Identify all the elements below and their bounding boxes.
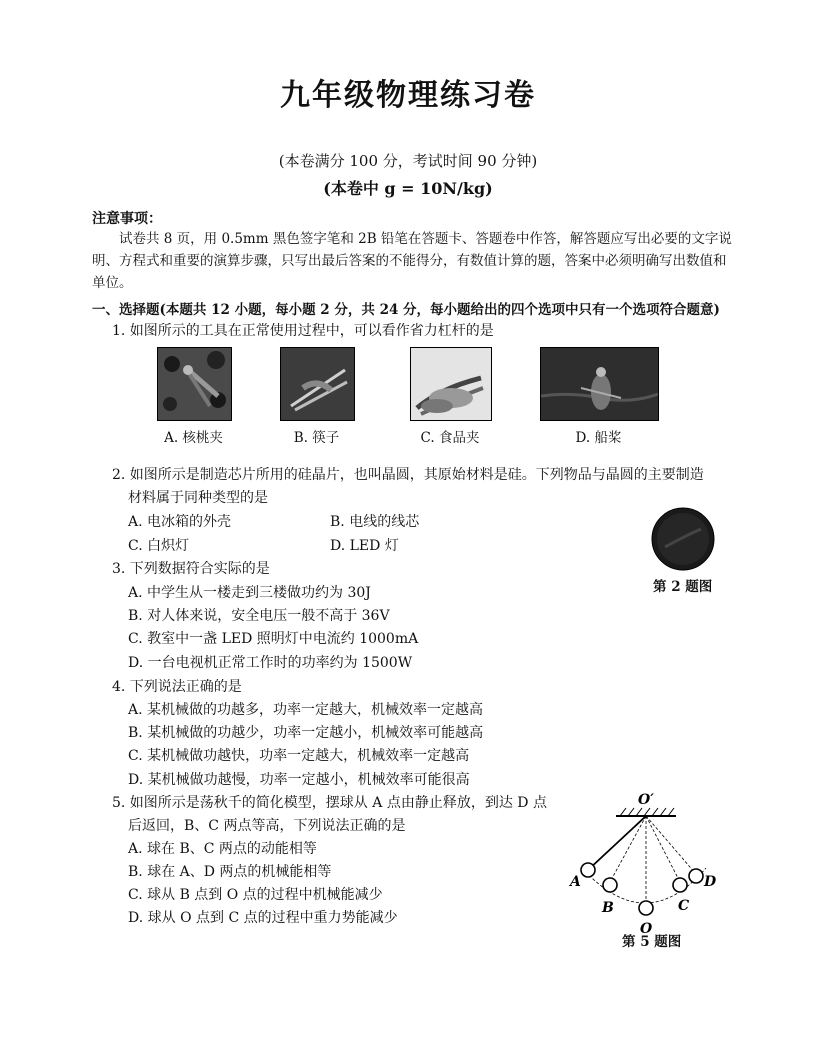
q2-option-b: B. 电线的线芯: [330, 514, 420, 530]
gravity-note: (本卷中 g = 10N/kg): [323, 179, 493, 198]
q1-option-d: D. 船桨: [575, 430, 622, 446]
q5-option-c: C. 球从 B 点到 O 点的过程中机械能减少: [128, 887, 383, 903]
label-o: O: [640, 921, 653, 937]
q1-option-a: A. 核桃夹: [164, 430, 223, 446]
label-b: B: [602, 900, 614, 916]
q5-pendulum-diagram: [560, 788, 730, 942]
q2-figure-caption: 第 2 题图: [653, 579, 713, 595]
label-o-prime: O′: [638, 792, 654, 808]
q3-option-a: A. 中学生从一楼走到三楼做功约为 30J: [128, 585, 371, 601]
q1-photo-food-tongs: [410, 347, 492, 421]
q1-option-c: C. 食品夹: [420, 430, 480, 446]
q2-option-a: A. 电冰箱的外壳: [128, 514, 232, 530]
q4-stem: 4. 下列说法正确的是: [112, 679, 242, 695]
q3-option-d: D. 一台电视机正常工作时的功率约为 1500W: [128, 655, 413, 671]
q3-stem: 3. 下列数据符合实际的是: [112, 561, 270, 577]
q4-option-a: A. 某机械做的功越多，功率一定越大，机械效率一定越高: [128, 702, 484, 718]
q2-stem-line1: 2. 如图所示是制造芯片所用的硅晶片，也叫晶圆，其原始材料是硅。下列物品与晶圆的主要制造: [112, 467, 704, 483]
q5-figure-caption: 第 5 题图: [622, 934, 682, 950]
q5-stem-line2: 后返回，B、C 两点等高，下列说法正确的是: [128, 818, 406, 834]
q3-option-c: C. 教室中一盏 LED 照明灯中电流约 1000mA: [128, 631, 419, 647]
q1-photo-chopsticks: [280, 347, 355, 421]
notes-heading: 注意事项：: [92, 211, 162, 227]
q3-option-b: B. 对人体来说，安全电压一般不高于 36V: [128, 608, 390, 624]
q4-option-d: D. 某机械做功越慢，功率一定越小，机械效率可能很高: [128, 772, 470, 788]
notes-text: 试卷共 8 页，用 0.5mm 黑色签字笔和 2B 铅笔在答题卡、答题卷中作答，解答题应写出必要的文字说明、方程式和重要的演算步骤，只写出最后答案的不能得分，有数值计算的题，答案中必须明确写出数值和单位。: [92, 231, 732, 291]
q5-option-d: D. 球从 O 点到 C 点的过程中重力势能减少: [128, 910, 398, 926]
page-title: 九年级物理练习卷: [280, 78, 536, 113]
q2-option-d: D. LED 灯: [330, 538, 399, 554]
q5-option-a: A. 球在 B、C 两点的动能相等: [128, 841, 317, 857]
q1-option-b: B. 筷子: [293, 430, 340, 446]
score-time-note: (本卷满分 100 分，考试时间 90 分钟): [278, 152, 538, 170]
section-heading: 一、选择题(本题共 12 小题，每小题 2 分，共 24 分，每小题给出的四个选项中只有一个选项符合题意): [92, 302, 720, 318]
q2-option-c: C. 白炽灯: [128, 538, 190, 554]
label-c: C: [678, 898, 690, 914]
q5-stem-line1: 5. 如图所示是荡秋千的简化模型，摆球从 A 点由静止释放，到达 D 点: [112, 795, 547, 811]
q1-photo-walnut-cracker: [157, 347, 232, 421]
label-d: D: [704, 874, 717, 890]
q1-photo-boat-oar: [540, 347, 659, 421]
q2-stem-line2: 材料属于同种类型的是: [128, 490, 268, 506]
q4-option-b: B. 某机械做的功越少，功率一定越小，机械效率可能越高: [128, 725, 484, 741]
label-a: A: [570, 874, 581, 890]
q2-wafer-figure: [651, 507, 715, 575]
q1-stem: 1. 如图所示的工具在正常使用过程中，可以看作省力杠杆的是: [112, 323, 494, 339]
q4-option-c: C. 某机械做功越快，功率一定越大，机械效率一定越高: [128, 748, 470, 764]
q5-option-b: B. 球在 A、D 两点的机械能相等: [128, 864, 332, 880]
